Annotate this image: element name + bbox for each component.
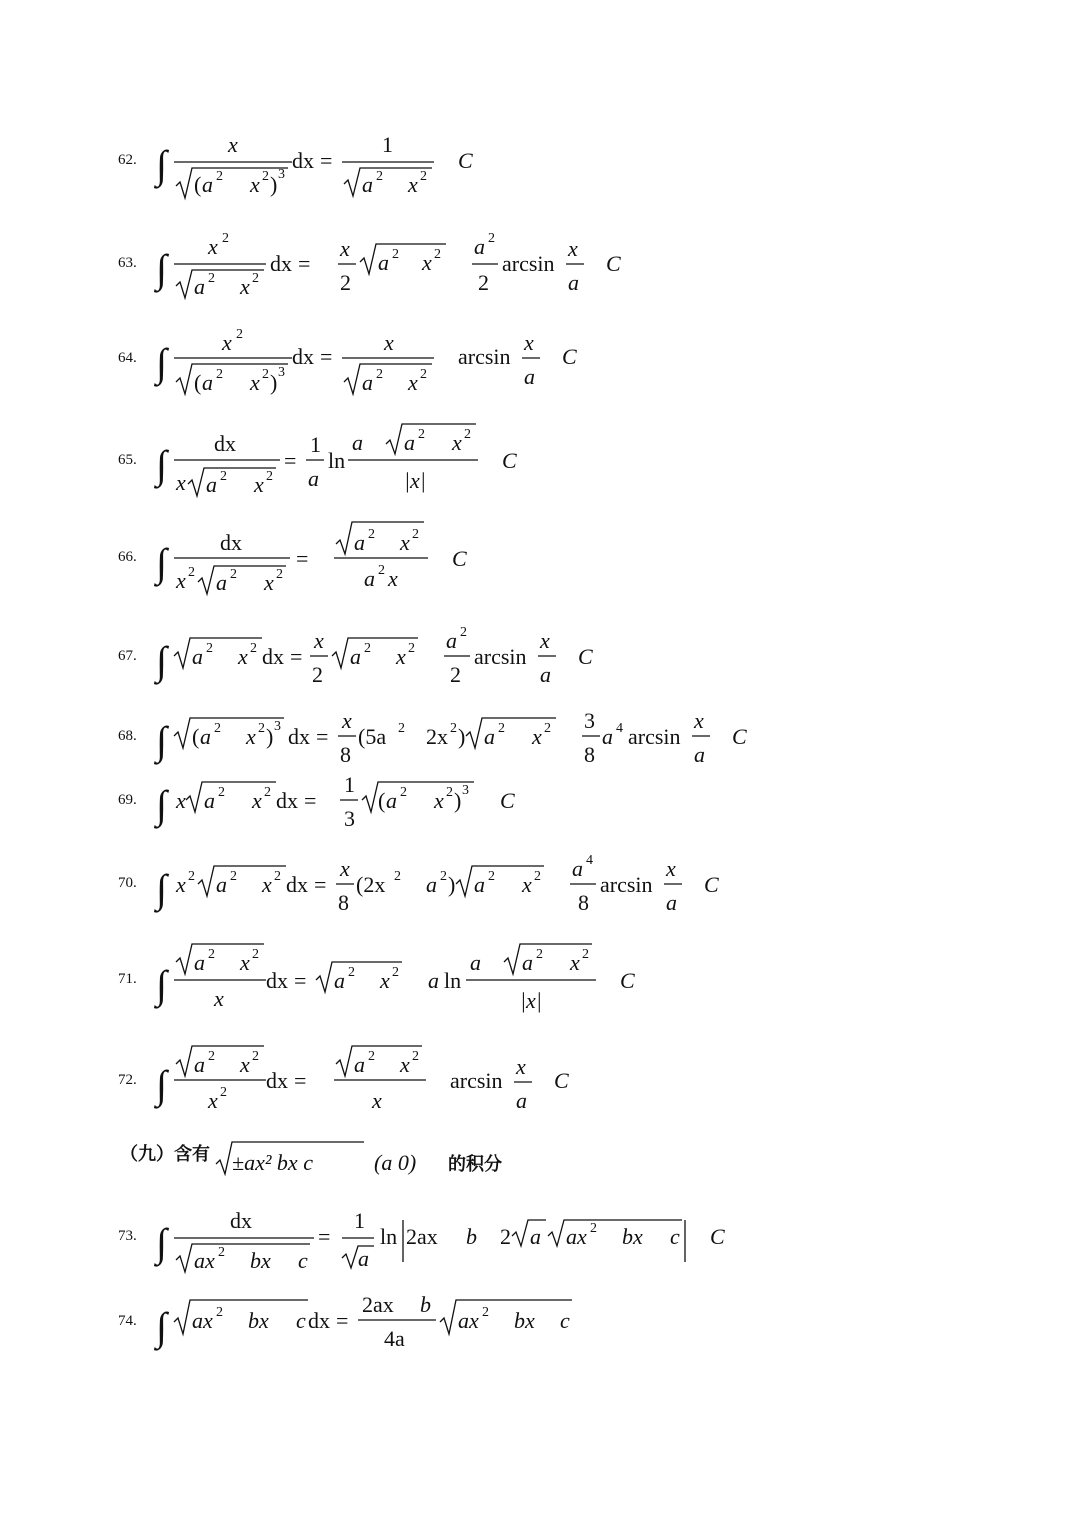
svg-text:2: 2	[208, 271, 215, 286]
formula-number: 73.	[118, 1228, 137, 1244]
formula-71	[153, 944, 635, 1013]
svg-text:x: x	[240, 1052, 250, 1077]
svg-text:2: 2	[236, 327, 243, 342]
svg-text:x: x	[240, 274, 250, 299]
svg-text:1: 1	[344, 772, 355, 797]
svg-text:2: 2	[450, 721, 457, 736]
svg-text:3: 3	[274, 719, 281, 734]
svg-text:2: 2	[364, 641, 371, 656]
formula-66	[153, 522, 467, 595]
svg-text:1: 1	[354, 1208, 365, 1233]
formula-number: 67.	[118, 648, 137, 664]
svg-text:a: a	[524, 364, 535, 389]
formula-70	[153, 853, 719, 915]
svg-text:x: x	[176, 872, 186, 897]
svg-text:a: a	[470, 950, 481, 975]
svg-text:2: 2	[418, 427, 425, 442]
svg-text:): )	[270, 172, 278, 197]
svg-text:8: 8	[338, 890, 349, 915]
svg-text:dx: dx	[266, 968, 288, 993]
svg-text:2: 2	[412, 527, 419, 542]
svg-text:2: 2	[264, 785, 271, 800]
svg-text:x: x	[570, 950, 580, 975]
svg-text:x: x	[252, 788, 262, 813]
svg-text:(: (	[194, 172, 202, 197]
svg-text:C: C	[562, 344, 577, 369]
svg-text:2: 2	[262, 367, 269, 382]
svg-text:2: 2	[582, 947, 589, 962]
svg-text:2: 2	[450, 662, 461, 687]
svg-text:bx: bx	[514, 1308, 535, 1333]
svg-text:=: =	[290, 644, 303, 669]
svg-text:2: 2	[482, 1305, 489, 1320]
svg-text:x: x	[372, 1088, 382, 1113]
svg-text:a: a	[426, 872, 437, 897]
svg-text:C: C	[710, 1224, 725, 1249]
svg-text:C: C	[578, 644, 593, 669]
svg-text:b: b	[466, 1224, 477, 1249]
svg-text:2: 2	[274, 869, 281, 884]
svg-text:2: 2	[216, 367, 223, 382]
svg-text:2: 2	[276, 567, 283, 582]
svg-text:x: x	[388, 566, 398, 591]
svg-text:2: 2	[220, 469, 227, 484]
svg-text:3: 3	[278, 365, 285, 380]
svg-text:dx: dx	[220, 530, 242, 555]
svg-text:a: a	[540, 662, 551, 687]
svg-text:2: 2	[498, 721, 505, 736]
formula-number: 62.	[118, 152, 137, 168]
svg-text:2: 2	[218, 1245, 225, 1260]
svg-text:1: 1	[310, 432, 321, 457]
svg-text:ax: ax	[566, 1224, 587, 1249]
svg-text:4: 4	[616, 721, 623, 736]
svg-text:x: x	[532, 724, 542, 749]
svg-text:2: 2	[340, 270, 351, 295]
svg-text:=: =	[320, 148, 333, 173]
svg-text:2: 2	[378, 563, 385, 578]
svg-text:2: 2	[208, 1049, 215, 1064]
svg-text:2: 2	[464, 427, 471, 442]
svg-text:a: a	[446, 628, 457, 653]
svg-text:2: 2	[408, 641, 415, 656]
svg-text:x: x	[176, 568, 186, 593]
svg-text:a: a	[530, 1224, 541, 1249]
svg-text:4: 4	[586, 853, 593, 868]
svg-text:(2x: (2x	[356, 872, 386, 897]
section-heading-expression	[216, 1142, 416, 1175]
svg-text:C: C	[500, 788, 515, 813]
svg-text:∫: ∫	[156, 718, 167, 763]
svg-text:2: 2	[376, 169, 383, 184]
svg-text:arcsin: arcsin	[502, 251, 555, 276]
svg-text:2: 2	[250, 641, 257, 656]
svg-text:a: a	[206, 472, 217, 497]
svg-text:2: 2	[488, 231, 495, 246]
svg-text:2: 2	[368, 527, 375, 542]
svg-text:2: 2	[446, 785, 453, 800]
svg-text:x: x	[452, 430, 462, 455]
formula-number: 66.	[118, 549, 137, 565]
svg-text:=: =	[314, 872, 327, 897]
svg-text:2: 2	[220, 1085, 227, 1100]
svg-text:2: 2	[394, 869, 401, 884]
svg-text:2x: 2x	[426, 724, 448, 749]
svg-text:2: 2	[488, 869, 495, 884]
svg-text:x: x	[262, 872, 272, 897]
svg-text:x: x	[250, 172, 260, 197]
integral-sign: ∫	[156, 142, 167, 187]
svg-text:ax: ax	[458, 1308, 479, 1333]
svg-text:(: (	[378, 788, 386, 813]
svg-text:=: =	[294, 968, 307, 993]
svg-text:a: a	[194, 950, 205, 975]
svg-text:a: a	[202, 370, 213, 395]
svg-text:dx: dx	[292, 344, 314, 369]
svg-text:x: x	[422, 250, 432, 275]
svg-text:ln: ln	[444, 968, 462, 993]
svg-text:ln: ln	[380, 1224, 398, 1249]
svg-text:a: a	[354, 530, 365, 555]
formula-number: 72.	[118, 1072, 137, 1088]
svg-text:c: c	[298, 1248, 308, 1273]
section-heading-prefix: （九）含有	[120, 1144, 210, 1165]
svg-text:x: x	[522, 872, 532, 897]
svg-text:2: 2	[312, 662, 323, 687]
svg-text:2: 2	[536, 947, 543, 962]
svg-text:dx: dx	[270, 251, 292, 276]
svg-text:2: 2	[214, 721, 221, 736]
svg-text:dx: dx	[214, 431, 236, 456]
svg-text:a: a	[202, 172, 213, 197]
svg-text:±ax² bx c: ±ax² bx c	[232, 1150, 313, 1175]
svg-text:a: a	[378, 250, 389, 275]
svg-text:x: x	[208, 1088, 218, 1113]
svg-text:2: 2	[230, 869, 237, 884]
svg-text:∫: ∫	[156, 1062, 167, 1107]
svg-text:b: b	[420, 1292, 431, 1317]
svg-text:arcsin: arcsin	[450, 1068, 503, 1093]
svg-text:(a 0): (a 0)	[374, 1150, 417, 1175]
svg-text:dx: dx	[262, 644, 284, 669]
svg-text:x: x	[568, 236, 578, 261]
svg-text:a: a	[364, 566, 375, 591]
svg-text:c: c	[296, 1308, 306, 1333]
svg-text:): )	[458, 724, 466, 749]
svg-text:∫: ∫	[156, 638, 167, 683]
formula-number: 69.	[118, 792, 137, 808]
svg-text:): )	[266, 724, 274, 749]
svg-text:8: 8	[578, 890, 589, 915]
svg-text:): )	[448, 872, 456, 897]
formula-74	[153, 1292, 572, 1351]
svg-text:2: 2	[544, 721, 551, 736]
svg-text:a: a	[694, 742, 705, 767]
svg-text:x: x	[524, 330, 534, 355]
svg-text:ax: ax	[194, 1248, 215, 1273]
svg-text:a: a	[484, 724, 495, 749]
svg-text:dx: dx	[266, 1068, 288, 1093]
svg-text:8: 8	[584, 742, 595, 767]
svg-text:a: a	[334, 968, 345, 993]
svg-text:a: a	[216, 570, 227, 595]
svg-text:2: 2	[188, 869, 195, 884]
svg-text:=: =	[316, 724, 329, 749]
svg-text:arcsin: arcsin	[474, 644, 527, 669]
svg-text:|x|: |x|	[520, 988, 542, 1013]
svg-text:x: x	[384, 330, 394, 355]
svg-text:x: x	[408, 172, 418, 197]
svg-text:2: 2	[590, 1221, 597, 1236]
svg-text:x: x	[540, 628, 550, 653]
svg-text:arcsin: arcsin	[600, 872, 653, 897]
svg-text:3: 3	[584, 708, 595, 733]
svg-text:dx: dx	[308, 1308, 330, 1333]
svg-text:a: a	[352, 430, 363, 455]
svg-text:3: 3	[462, 783, 469, 798]
svg-text:x: x	[240, 950, 250, 975]
svg-text:2: 2	[392, 965, 399, 980]
formula-68	[153, 708, 747, 767]
svg-text:x: x	[694, 708, 704, 733]
svg-text:|x|: |x|	[404, 468, 426, 493]
svg-text:a: a	[572, 856, 583, 881]
svg-text:a: a	[474, 872, 485, 897]
svg-text:ax: ax	[192, 1308, 213, 1333]
svg-text:dx: dx	[286, 872, 308, 897]
svg-text:=: =	[304, 788, 317, 813]
svg-text:2: 2	[252, 947, 259, 962]
formula-number: 64.	[118, 350, 137, 366]
svg-text:a: a	[192, 644, 203, 669]
svg-text:2: 2	[208, 947, 215, 962]
svg-text:∫: ∫	[156, 1304, 167, 1349]
svg-text:a: a	[516, 1088, 527, 1113]
svg-text:=: =	[320, 344, 333, 369]
formula-69	[153, 772, 515, 831]
svg-text:8: 8	[340, 742, 351, 767]
svg-text:bx: bx	[622, 1224, 643, 1249]
svg-text:2: 2	[222, 231, 229, 246]
formula-72	[153, 1046, 569, 1113]
svg-text:=: =	[296, 546, 309, 571]
svg-text:x: x	[254, 472, 264, 497]
svg-text:x: x	[314, 628, 324, 653]
formula-64	[153, 327, 577, 395]
formula-number: 65.	[118, 452, 137, 468]
svg-text:x: x	[342, 708, 352, 733]
svg-text:2: 2	[258, 721, 265, 736]
svg-text:x: x	[222, 330, 232, 355]
svg-text:2: 2	[376, 367, 383, 382]
svg-text:a: a	[354, 1052, 365, 1077]
svg-text:a: a	[194, 1052, 205, 1077]
svg-text:2: 2	[218, 785, 225, 800]
svg-text:): )	[454, 788, 462, 813]
svg-text:2: 2	[216, 169, 223, 184]
svg-text:a: a	[358, 1246, 369, 1271]
svg-text:dx: dx	[292, 148, 314, 173]
svg-text:∫: ∫	[156, 1220, 167, 1265]
svg-text:a: a	[200, 724, 211, 749]
svg-text:): )	[270, 370, 278, 395]
svg-text:2: 2	[412, 1049, 419, 1064]
formula-number: 68.	[118, 728, 137, 744]
svg-text:a: a	[204, 788, 215, 813]
svg-text:x: x	[400, 1052, 410, 1077]
svg-text:arcsin: arcsin	[628, 724, 681, 749]
svg-text:a: a	[474, 234, 485, 259]
svg-text:a: a	[428, 968, 439, 993]
formula-67	[153, 625, 593, 687]
svg-text:2: 2	[400, 785, 407, 800]
svg-text:2: 2	[420, 169, 427, 184]
svg-text:a: a	[568, 270, 579, 295]
svg-text:2: 2	[460, 625, 467, 640]
svg-text:a: a	[308, 466, 319, 491]
svg-text:x: x	[516, 1054, 526, 1079]
svg-text:2: 2	[262, 169, 269, 184]
svg-text:C: C	[732, 724, 747, 749]
svg-text:3: 3	[344, 806, 355, 831]
svg-text:a: a	[362, 370, 373, 395]
svg-text:∫: ∫	[156, 782, 167, 827]
svg-text:C: C	[704, 872, 719, 897]
svg-text:2: 2	[500, 1224, 511, 1249]
svg-text:x: x	[400, 530, 410, 555]
svg-text:arcsin: arcsin	[458, 344, 511, 369]
svg-text:x: x	[380, 968, 390, 993]
svg-text:a: a	[602, 724, 613, 749]
svg-text:bx: bx	[248, 1308, 269, 1333]
svg-text:C: C	[452, 546, 467, 571]
svg-text:=: =	[294, 1068, 307, 1093]
formula-number: 63.	[118, 255, 137, 271]
svg-text:=: =	[318, 1224, 331, 1249]
formula-number: 71.	[118, 971, 137, 987]
svg-text:∫: ∫	[156, 442, 167, 487]
svg-text:∫: ∫	[156, 866, 167, 911]
svg-text:a: a	[216, 872, 227, 897]
svg-text:2: 2	[440, 869, 447, 884]
formula-73	[153, 1208, 725, 1273]
svg-text:2: 2	[420, 367, 427, 382]
svg-text:2: 2	[252, 271, 259, 286]
svg-text:a: a	[386, 788, 397, 813]
svg-text:x: x	[214, 986, 224, 1011]
svg-text:2ax: 2ax	[362, 1292, 394, 1317]
svg-text:2: 2	[206, 641, 213, 656]
svg-text:2: 2	[434, 247, 441, 262]
svg-text:C: C	[502, 448, 517, 473]
svg-text:2: 2	[230, 567, 237, 582]
svg-text:2: 2	[368, 1049, 375, 1064]
svg-text:a: a	[194, 274, 205, 299]
svg-text:C: C	[606, 251, 621, 276]
svg-text:∫: ∫	[156, 962, 167, 1007]
svg-text:x: x	[434, 788, 444, 813]
svg-text:2: 2	[252, 1049, 259, 1064]
section-heading-suffix: 的积分	[448, 1154, 502, 1175]
svg-text:ln: ln	[328, 448, 346, 473]
svg-text:a: a	[666, 890, 677, 915]
svg-text:∫: ∫	[156, 340, 167, 385]
svg-text:2: 2	[392, 247, 399, 262]
svg-text:2: 2	[188, 565, 195, 580]
svg-text:a: a	[522, 950, 533, 975]
svg-text:a: a	[362, 172, 373, 197]
svg-text:x: x	[246, 724, 256, 749]
svg-text:C: C	[554, 1068, 569, 1093]
svg-text:(5a: (5a	[358, 724, 387, 749]
formula-number: 74.	[118, 1313, 137, 1329]
svg-text:x: x	[208, 234, 218, 259]
svg-text:2: 2	[216, 1305, 223, 1320]
svg-text:x: x	[666, 856, 676, 881]
svg-text:=: =	[336, 1308, 349, 1333]
svg-text:(: (	[192, 724, 200, 749]
svg-text:=: =	[284, 448, 297, 473]
svg-text:2: 2	[266, 469, 273, 484]
svg-text:c: c	[670, 1224, 680, 1249]
svg-text:2: 2	[478, 270, 489, 295]
svg-text:a: a	[350, 644, 361, 669]
svg-text:x: x	[408, 370, 418, 395]
svg-text:2ax: 2ax	[406, 1224, 438, 1249]
svg-text:dx: dx	[230, 1208, 252, 1233]
svg-text:C: C	[620, 968, 635, 993]
formula-63	[153, 231, 621, 299]
svg-text:dx: dx	[276, 788, 298, 813]
svg-text:x: x	[340, 236, 350, 261]
formula-65	[153, 424, 517, 497]
svg-text:c: c	[560, 1308, 570, 1333]
svg-text:2: 2	[534, 869, 541, 884]
svg-text:x: x	[176, 788, 186, 813]
svg-text:x: x	[264, 570, 274, 595]
svg-text:2: 2	[348, 965, 355, 980]
svg-text:a: a	[404, 430, 415, 455]
svg-text:3: 3	[278, 167, 285, 182]
svg-text:2: 2	[398, 721, 405, 736]
svg-text:bx: bx	[250, 1248, 271, 1273]
svg-text:4a: 4a	[384, 1326, 405, 1351]
svg-text:(: (	[194, 370, 202, 395]
svg-text:dx: dx	[288, 724, 310, 749]
svg-text:∫: ∫	[156, 540, 167, 585]
svg-text:∫: ∫	[156, 246, 167, 291]
numerator: x	[228, 132, 238, 157]
svg-text:x: x	[176, 470, 186, 495]
svg-text:C: C	[458, 148, 473, 173]
svg-text:x: x	[250, 370, 260, 395]
svg-text:x: x	[238, 644, 248, 669]
formula-62	[153, 132, 473, 198]
formula-number: 70.	[118, 875, 137, 891]
svg-text:=: =	[298, 251, 311, 276]
svg-text:x: x	[396, 644, 406, 669]
svg-text:1: 1	[382, 132, 393, 157]
svg-text:x: x	[340, 856, 350, 881]
